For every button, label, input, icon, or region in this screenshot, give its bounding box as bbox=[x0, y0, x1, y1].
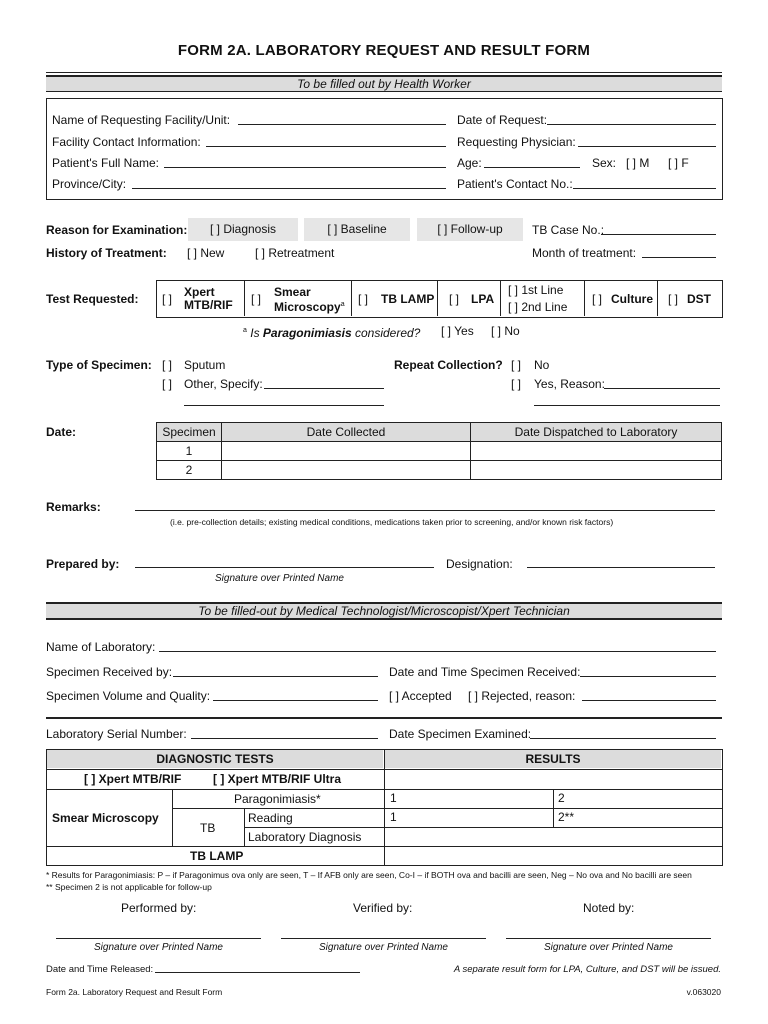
lpa-label: LPA bbox=[471, 292, 495, 306]
divider bbox=[437, 280, 438, 316]
separate-result-note: A separate result form for LPA, Culture, and DST will be issued. bbox=[453, 964, 721, 975]
date-table-header: Date Dispatched to Laboratory bbox=[471, 423, 722, 442]
volume-quality-label: Specimen Volume and Quality: bbox=[46, 689, 211, 703]
tb-lamp-checkbox[interactable]: [ ] bbox=[358, 292, 369, 306]
other-specify-field[interactable] bbox=[264, 388, 384, 389]
age-field[interactable] bbox=[484, 167, 580, 168]
divider bbox=[46, 789, 722, 790]
repeat-yes-reason-label: Yes, Reason: bbox=[534, 377, 605, 391]
date-received-field[interactable] bbox=[580, 676, 716, 677]
date-of-request-label: Date of Request: bbox=[457, 113, 548, 127]
specimen-number: 2 bbox=[157, 461, 222, 480]
divider bbox=[384, 749, 385, 865]
month-of-treatment-label: Month of treatment: bbox=[532, 246, 637, 260]
sex-f-checkbox[interactable]: [ ] F bbox=[668, 156, 689, 170]
divider bbox=[500, 280, 501, 316]
designation-field[interactable] bbox=[527, 567, 715, 568]
specimen-type-label: Type of Specimen: bbox=[46, 358, 152, 372]
section-band-lab: To be filled-out by Medical Technologist/Microscopist/Xpert Technician bbox=[46, 602, 722, 620]
remarks-field[interactable] bbox=[135, 510, 715, 511]
sputum-checkbox[interactable]: [ ] bbox=[162, 358, 173, 372]
paragonimiasis-yes-checkbox[interactable]: [ ] Yes bbox=[441, 324, 474, 338]
province-city-field[interactable] bbox=[132, 188, 446, 189]
footer-form-name: Form 2a. Laboratory Request and Result Form bbox=[46, 987, 223, 997]
verified-signature-field[interactable] bbox=[281, 938, 486, 939]
first-line-checkbox[interactable]: [ ] 1st Line bbox=[508, 283, 564, 297]
results-header: RESULTS bbox=[525, 752, 581, 766]
tb-label: TB bbox=[200, 821, 216, 835]
para-result-1[interactable]: 1 bbox=[390, 791, 397, 805]
date-examined-field[interactable] bbox=[530, 738, 716, 739]
date-dispatched-cell[interactable] bbox=[471, 442, 722, 461]
noted-signature-caption: Signature over Printed Name bbox=[544, 942, 673, 953]
reading-result-1[interactable]: 1 bbox=[390, 810, 397, 824]
divider bbox=[584, 280, 585, 316]
footnote-specimen-2: ** Specimen 2 is not applicable for follow-up bbox=[46, 882, 212, 892]
divider bbox=[351, 280, 352, 316]
history-retreatment-checkbox[interactable]: [ ] Retreatment bbox=[255, 246, 335, 260]
smear-microscopy-label: Smear Microscopy bbox=[52, 811, 159, 825]
culture-label: Culture bbox=[611, 292, 653, 306]
date-collected-cell[interactable] bbox=[222, 442, 471, 461]
history-new-checkbox[interactable]: [ ] New bbox=[187, 246, 225, 260]
performed-by-label: Performed by: bbox=[121, 901, 197, 915]
xpert-label-1: Xpert bbox=[184, 285, 215, 299]
facility-contact-label: Facility Contact Information: bbox=[52, 135, 201, 149]
sex-m-checkbox[interactable]: [ ] M bbox=[626, 156, 650, 170]
prepared-by-label: Prepared by: bbox=[46, 557, 120, 571]
reason-followup-checkbox[interactable]: [ ] Follow-up bbox=[417, 218, 523, 241]
other-specify-field-2[interactable] bbox=[184, 405, 384, 406]
smear-label-2: Microscopy$^a$ bbox=[274, 300, 345, 314]
verified-signature-caption: Signature over Printed Name bbox=[319, 942, 448, 953]
test-requested-label: Test Requested: bbox=[46, 292, 139, 306]
culture-checkbox[interactable]: [ ] bbox=[592, 292, 603, 306]
specimen-number: 1 bbox=[157, 442, 222, 461]
tb-lamp-row-label: TB LAMP bbox=[190, 849, 244, 863]
repeat-reason-field-2[interactable] bbox=[534, 405, 720, 406]
remarks-label: Remarks: bbox=[46, 500, 101, 514]
contact-no-field[interactable] bbox=[573, 188, 716, 189]
prepared-by-field[interactable] bbox=[135, 567, 434, 568]
dst-label: DST bbox=[687, 292, 711, 306]
tb-case-no-field[interactable] bbox=[601, 234, 716, 235]
xpert-label-2: MTB/RIF bbox=[184, 298, 233, 312]
paragonimiasis-question: $^a$ Is Paragonimiasis considered? bbox=[243, 326, 421, 340]
sex-label: Sex: bbox=[592, 156, 617, 170]
xpert-checkbox[interactable]: [ ] bbox=[162, 292, 173, 306]
lab-name-field[interactable] bbox=[159, 651, 716, 652]
paragonimiasis-no-checkbox[interactable]: [ ] No bbox=[491, 324, 520, 338]
accepted-checkbox[interactable]: [ ] Accepted bbox=[389, 689, 452, 703]
divider bbox=[46, 717, 722, 719]
province-city-label: Province/City: bbox=[52, 177, 127, 191]
table-row bbox=[157, 442, 722, 461]
diagnostic-tests-header: DIAGNOSTIC TESTS bbox=[156, 752, 274, 766]
reading-label: Reading bbox=[248, 811, 293, 825]
paragonimiasis-label: Paragonimiasis* bbox=[234, 792, 321, 806]
divider bbox=[46, 72, 722, 73]
history-label: History of Treatment: bbox=[46, 246, 167, 260]
facility-contact-field[interactable] bbox=[206, 146, 446, 147]
requesting-facility-label: Name of Requesting Facility/Unit: bbox=[52, 113, 231, 127]
repeat-collection-label: Repeat Collection? bbox=[394, 358, 503, 372]
smear-label-1: Smear bbox=[274, 285, 311, 299]
divider bbox=[657, 280, 658, 316]
smear-checkbox[interactable]: [ ] bbox=[251, 292, 262, 306]
para-result-2[interactable]: 2 bbox=[558, 791, 565, 805]
patient-name-field[interactable] bbox=[164, 167, 446, 168]
divider bbox=[244, 827, 722, 828]
xpert-mtb-rif-checkbox[interactable]: [ ] Xpert MTB/RIF bbox=[84, 772, 182, 786]
xpert-ultra-checkbox[interactable]: [ ] Xpert MTB/RIF Ultra bbox=[213, 772, 341, 786]
received-by-field[interactable] bbox=[173, 676, 378, 677]
lab-name-label: Name of Laboratory: bbox=[46, 640, 156, 654]
repeat-yes-checkbox[interactable]: [ ] bbox=[511, 377, 522, 391]
reason-label: Reason for Examination: bbox=[46, 223, 188, 237]
tb-lamp-label: TB LAMP bbox=[381, 292, 435, 306]
date-table-header: Specimen bbox=[157, 423, 222, 442]
divider bbox=[553, 789, 554, 827]
date-received-label: Date and Time Specimen Received: bbox=[389, 665, 581, 679]
performed-signature-field[interactable] bbox=[56, 938, 261, 939]
noted-signature-field[interactable] bbox=[506, 938, 711, 939]
reason-baseline-checkbox[interactable]: [ ] Baseline bbox=[304, 218, 410, 241]
designation-label: Designation: bbox=[446, 557, 513, 571]
date-of-request-field[interactable] bbox=[547, 124, 716, 125]
date-label: Date: bbox=[46, 425, 77, 439]
table-row bbox=[157, 461, 722, 480]
requesting-facility-field[interactable] bbox=[238, 124, 446, 125]
section-band-health-worker: To be filled out by Health Worker bbox=[46, 75, 722, 92]
rejected-reason-field[interactable] bbox=[582, 700, 716, 701]
date-examined-label: Date Specimen Examined: bbox=[389, 727, 532, 741]
form-title: FORM 2A. LABORATORY REQUEST AND RESULT FORM bbox=[177, 42, 591, 59]
noted-by-label: Noted by: bbox=[583, 901, 635, 915]
lpa-checkbox[interactable]: [ ] bbox=[449, 292, 460, 306]
rejected-checkbox[interactable]: [ ] Rejected, reason: bbox=[468, 689, 576, 703]
contact-no-label: Patient's Contact No.: bbox=[457, 177, 573, 191]
divider bbox=[172, 808, 722, 809]
reading-result-2[interactable]: 2** bbox=[558, 810, 575, 824]
footnote-paragonimiasis: * Results for Paragonimiasis: P – if Paragonimus ova only are seen, T – If AFB only are seen, Co-I – if BOTH ova and bacilli are seen, Neg – No ova and No bacilli are seen bbox=[46, 870, 692, 880]
requesting-physician-label: Requesting Physician: bbox=[457, 135, 576, 149]
laboratory-diagnosis-label: Laboratory Diagnosis bbox=[248, 830, 362, 844]
date-table bbox=[156, 422, 722, 480]
released-field[interactable] bbox=[155, 972, 360, 973]
verified-by-label: Verified by: bbox=[353, 901, 413, 915]
sputum-label: Sputum bbox=[184, 358, 226, 372]
dst-checkbox[interactable]: [ ] bbox=[668, 292, 679, 306]
prepared-signature-caption: Signature over Printed Name bbox=[215, 573, 344, 584]
age-label: Age: bbox=[457, 156, 482, 170]
volume-quality-field[interactable] bbox=[213, 700, 378, 701]
repeat-reason-field[interactable] bbox=[604, 388, 720, 389]
released-label: Date and Time Released: bbox=[46, 964, 154, 975]
repeat-no-label: No bbox=[534, 358, 550, 372]
footer-version: v.063020 bbox=[686, 987, 721, 997]
divider bbox=[244, 280, 245, 316]
date-table-header: Date Collected bbox=[222, 423, 471, 442]
reason-diagnosis-checkbox[interactable]: [ ] Diagnosis bbox=[188, 218, 298, 241]
tb-case-no-label: TB Case No.: bbox=[532, 223, 605, 237]
serial-number-label: Laboratory Serial Number: bbox=[46, 727, 187, 741]
date-dispatched-cell[interactable] bbox=[471, 461, 722, 480]
divider bbox=[172, 789, 173, 846]
second-line-checkbox[interactable]: [ ] 2nd Line bbox=[508, 300, 568, 314]
received-by-label: Specimen Received by: bbox=[46, 665, 173, 679]
date-collected-cell[interactable] bbox=[222, 461, 471, 480]
divider bbox=[46, 846, 722, 847]
serial-number-field[interactable] bbox=[191, 738, 378, 739]
divider bbox=[244, 808, 245, 846]
month-of-treatment-field[interactable] bbox=[642, 257, 716, 258]
performed-signature-caption: Signature over Printed Name bbox=[94, 942, 223, 953]
patient-name-label: Patient's Full Name: bbox=[52, 156, 159, 170]
other-checkbox[interactable]: [ ] bbox=[162, 377, 173, 391]
divider bbox=[46, 769, 722, 770]
repeat-no-checkbox[interactable]: [ ] bbox=[511, 358, 522, 372]
remarks-hint: (i.e. pre-collection details; existing medical conditions, medications taken prior to screening, and/or known risk factors) bbox=[170, 517, 614, 527]
requesting-physician-field[interactable] bbox=[578, 146, 716, 147]
other-specify-label: Other, Specify: bbox=[184, 377, 263, 391]
